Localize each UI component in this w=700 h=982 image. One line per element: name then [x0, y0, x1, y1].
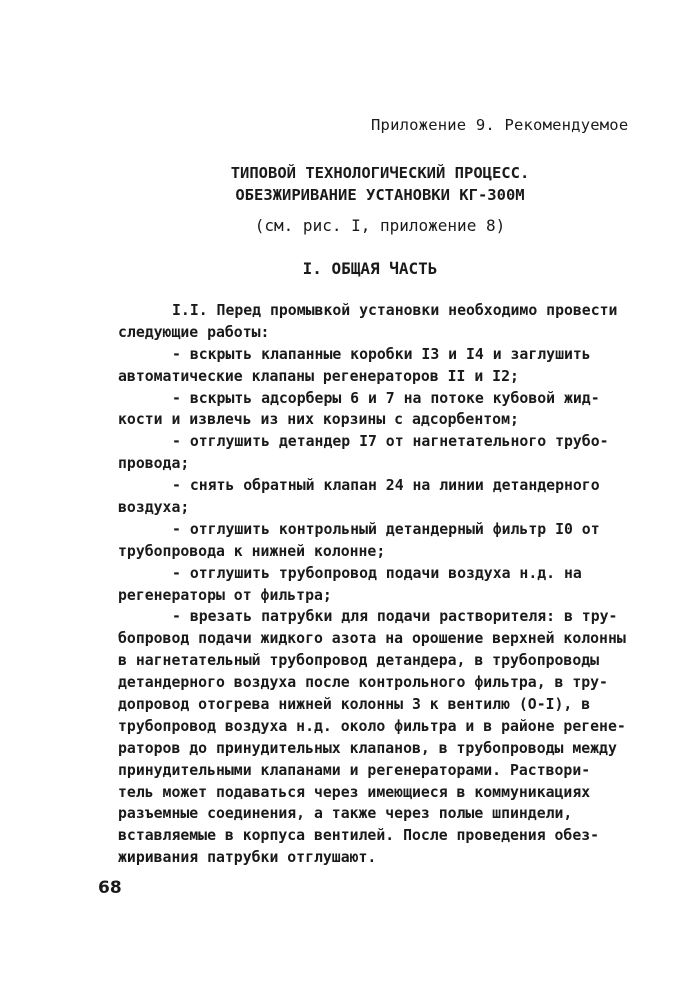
body-line: допровод отогрева нижней колонны 3 к вентилю (О-I), в — [118, 696, 591, 714]
body-line: тель может подаваться через имеющиеся в коммуникациях — [118, 783, 591, 801]
body-line: бопровод подачи жидкого азота на орошение верхней колонны — [118, 630, 626, 648]
body-line: - врезать патрубки для подачи растворителя: в тру- — [172, 608, 618, 626]
title-line-1: ТИПОВОЙ ТЕХНОЛОГИЧЕСКИЙ ПРОЦЕСС. — [230, 164, 530, 182]
body-line: раторов до принудительных клапанов, в трубопроводы между — [118, 739, 617, 757]
body-line: принудительными клапанами и регенераторами. Раствори- — [118, 761, 591, 779]
body-line: следующие работы: — [118, 323, 270, 341]
body-line: I.I. Перед промывкой установки необходимо провести — [172, 302, 618, 319]
body-text — [118, 300, 626, 869]
body-line: воздуха; — [118, 499, 190, 517]
body-line: трубопровод воздуха н.д. около фильтра и в районе регене- — [118, 717, 626, 735]
body-line: - отглушить детандер I7 от нагнетательного трубо- — [172, 433, 609, 451]
body-line: детандерного воздуха после контрольного фильтра, в тру- — [118, 674, 608, 692]
body-line: - снять обратный клапан 24 на линии детандерного — [172, 477, 600, 495]
body-line: автоматические клапаны регенераторов II и I2; — [118, 367, 519, 385]
body-line: вставляемые в корпуса вентилей. После проведения обез- — [118, 827, 600, 845]
body-line: жиривания патрубки отглушают. — [118, 849, 377, 867]
body-line: - отглушить контрольный детандерный фильтр I0 от — [172, 520, 600, 538]
annex-label: Приложение 9. Рекомендуемое — [371, 116, 629, 134]
body-line: - вскрыть адсорберы 6 и 7 на потоке кубовой жид- — [172, 389, 600, 407]
body-line: - вскрыть клапанные коробки I3 и I4 и заглушить — [172, 345, 591, 363]
section-heading: I. ОБЩАЯ ЧАСТЬ — [302, 259, 438, 278]
body-line: трубопровода к нижней колонне; — [118, 542, 386, 560]
page-number: 68 — [98, 878, 122, 898]
body-line: провода; — [118, 455, 190, 473]
body-line: в нагнетательный трубопровод детандера, в трубопроводы — [118, 652, 600, 670]
title-reference: (см. рис. I, приложение 8) — [254, 216, 506, 235]
body-line: регенераторы от фильтра; — [118, 586, 332, 604]
title-line-2: ОБЕЗЖИРИВАНИЕ УСТАНОВКИ КГ-300М — [235, 186, 525, 204]
body-line: кости и извлечь из них корзины с адсорбентом; — [118, 411, 519, 429]
body-line: - отглушить трубопровод подачи воздуха н.д. на — [172, 564, 582, 582]
body-line: разъемные соединения, а также через полые шпиндели, — [118, 805, 573, 823]
